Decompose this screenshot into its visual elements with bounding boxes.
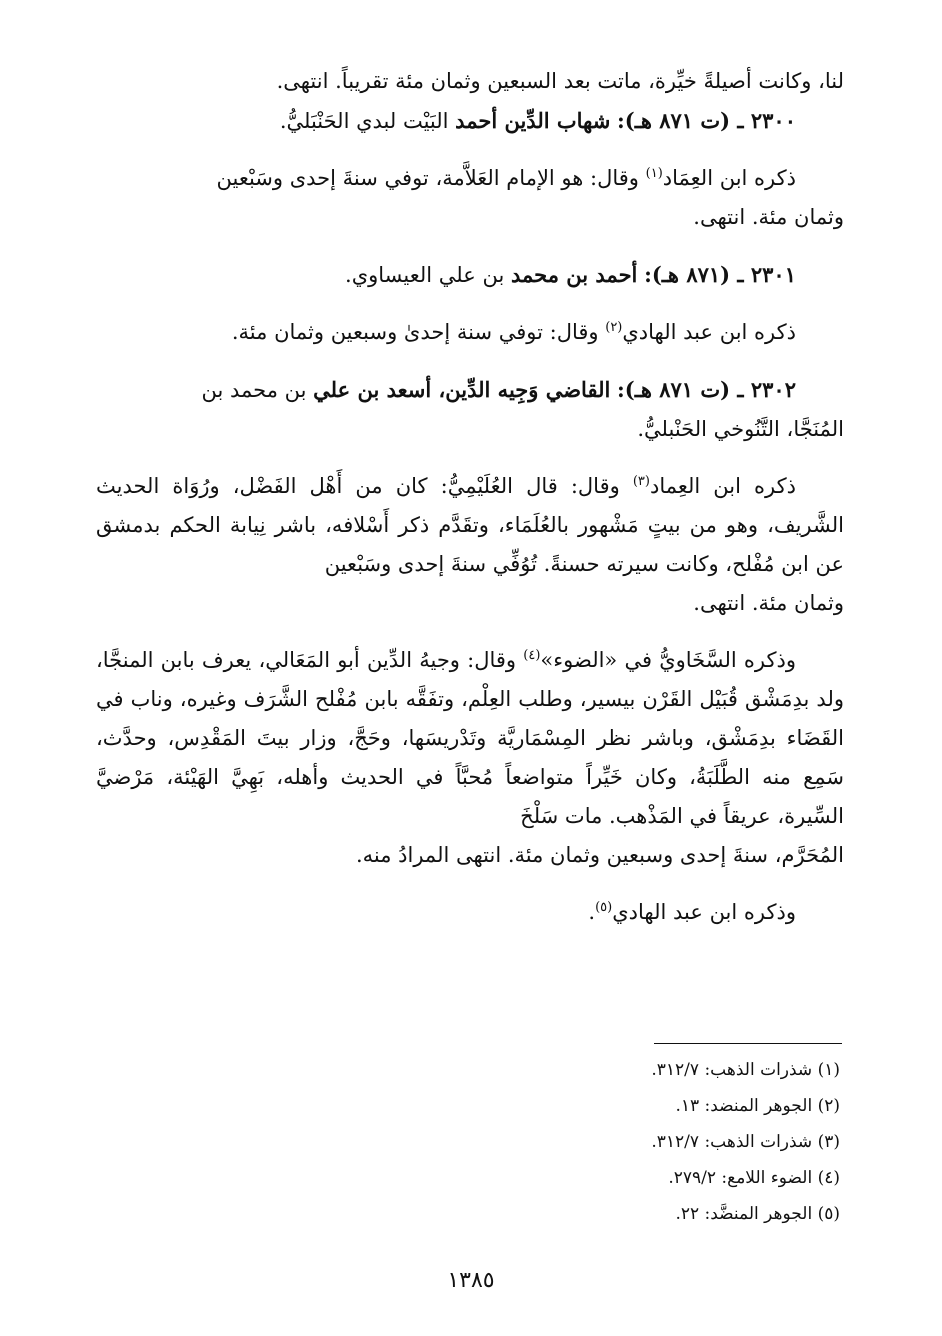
entry-2300 — [96, 101, 844, 141]
paragraph-text: وقال: توفي سنة إحدىٰ وسبعين وثمان مئة. — [231, 320, 599, 344]
paragraph-text: ذكره ابن العِماد — [649, 474, 796, 498]
footnote-ref: (١) — [645, 166, 663, 181]
entry-rest: بن محمد بن — [201, 378, 307, 402]
footnote-item: (١) شذرات الذهب: ٣١٢/٧. — [651, 1060, 840, 1080]
paragraph-text: وذكره ابن عبد الهادي — [612, 900, 796, 924]
footnotes-list — [500, 1052, 840, 1232]
paragraph-text: ذكره ابن عبد الهادي — [622, 320, 796, 344]
entry-number: ٢٣٠١ ـ (٨٧١ هـ): — [644, 262, 796, 287]
paragraph-ibn-imad-1 — [96, 159, 844, 198]
paragraph-text: وقال: وجيهُ الدِّين أبو المَعَالي، يعرف بابن المنجَّا، ولد بدِمَشْق قُبَيْل القَرْن بيسير، وطلب العِلْم، وتفَقَّه بابن مُفْلح الشَّرَف وغيره، وناب في القَضَاء بدِمَشْق، وباشر نظر المِسْمَاريَّة وتَدْريسَها، وحَجَّ، وزار بيتَ المَقْدِس، وحدَّث، سَمِع منه الطَّلَبَةُ، وكان خَيِّراً متواضعاً مُحبَّاً في الحديث وأهله، بَهِيَّ الهَيْئة، مَرْضيَّ السِّيرة، عريقاً في المَذْهب. مات سَلْخَ — [96, 648, 844, 828]
paragraph-ibn-imad-2 — [96, 467, 844, 584]
entry-name: شهاب الدِّين أحمد — [455, 108, 611, 133]
footnote-item: (٢) الجوهر المنضد: ١٣. — [675, 1096, 840, 1116]
paragraph-text: وذكره السَّخَاويُّ في «الضوء» — [540, 648, 796, 672]
entry-number: ٢٣٠٠ ـ (ت ٨٧١ هـ): — [617, 108, 796, 133]
footnote-ref: (٢) — [605, 320, 623, 335]
page-number: ١٣٨٥ — [447, 1268, 495, 1293]
paragraph-text: المُحَرَّم، سنةَ إحدى وسبعين وثمان مئة. انتهى المرادُ منه. — [355, 843, 844, 867]
entry-rest: البَيْت لبدي الحَنْبَليُّ. — [279, 109, 449, 133]
paragraph-text: وقال: قال العُلَيْمِيُّ: كان من أَهْل الفَضْل، ورُوَاة الحديث الشَّريف، وهو من بيتٍ مَشْهور بالعُلَمَاء، وتقَدَّم ذكر أَسْلافه، باشر نِيابة الحكم بدمشق عن ابن مُفْلح، وكانت سيرته حسنةً. تُوُفِّي سنةَ إحدى وسَبْعين — [96, 474, 844, 576]
footnote-item: (٣) شذرات الذهب: ٣١٢/٧. — [651, 1132, 840, 1152]
paragraph-text: وقال: هو الإمام العَلاَّمة، توفي سنةَ إحدى وسَبْعين — [216, 166, 639, 190]
paragraph-continuation — [96, 62, 844, 101]
paragraph-ibn-abd-alhadi-1 — [96, 313, 844, 352]
paragraph-sakhawi-end — [96, 836, 844, 875]
entry-2302 — [96, 370, 844, 410]
page-body — [96, 62, 844, 932]
entry-name: القاضي وَجِيه الدِّين، أسعد بن علي — [313, 377, 611, 402]
paragraph-text: وثمان مئة. انتهى. — [693, 591, 844, 615]
paragraph-sakhawi — [96, 641, 844, 836]
footnote-item: (٥) الجوهر المنضَّد: ٢٢. — [675, 1204, 840, 1224]
paragraph-ibn-imad-1-end — [96, 198, 844, 237]
footnote-separator — [654, 1043, 842, 1044]
paragraph-text: . — [588, 900, 596, 924]
paragraph-text: لنا، وكانت أصيلةً خيِّرة، ماتت بعد السبعين وثمان مئة تقريباً. انتهى. — [276, 69, 844, 93]
footnote-item: (٤) الضوء اللامع: ٢٧٩/٢. — [668, 1168, 840, 1188]
paragraph-text: وثمان مئة. انتهى. — [693, 205, 844, 229]
entry-name: أحمد بن محمد — [510, 262, 638, 287]
entry-rest: المُنَجَّا، التَّنُوخي الحَنْبليُّ. — [637, 417, 844, 441]
paragraph-text: ذكره ابن العِمَاد — [662, 166, 796, 190]
paragraph-ibn-imad-2-end — [96, 584, 844, 623]
entry-2302-end — [96, 410, 844, 449]
paragraph-ibn-abd-alhadi-2 — [96, 893, 844, 932]
entry-number: ٢٣٠٢ ـ (ت ٨٧١ هـ): — [617, 377, 796, 402]
footnote-ref: (٤) — [523, 648, 541, 663]
entry-rest: بن علي العيساوي. — [345, 263, 505, 287]
entry-2301 — [96, 255, 844, 295]
footnote-ref: (٥) — [595, 900, 613, 915]
footnote-ref: (٣) — [632, 474, 650, 489]
